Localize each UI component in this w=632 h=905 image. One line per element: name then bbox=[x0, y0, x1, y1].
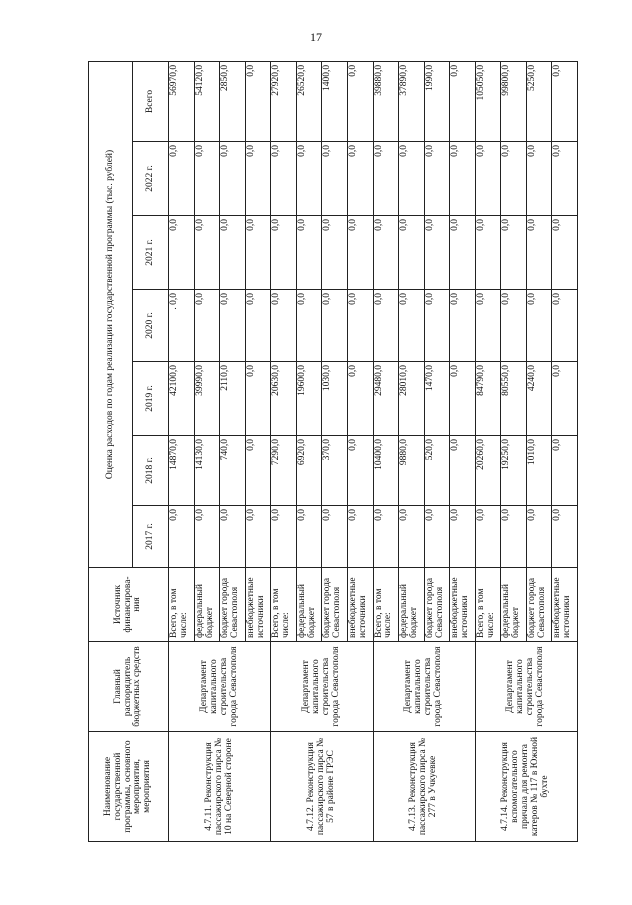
year-value: 0,0 bbox=[373, 142, 399, 216]
year-value: . 0,0 bbox=[169, 290, 195, 362]
total-value: 0,0 bbox=[347, 61, 373, 141]
table-row bbox=[373, 61, 399, 841]
total-value: 37890,0 bbox=[399, 61, 425, 141]
year-value: 14870,0 bbox=[169, 436, 195, 506]
measure-name: 4.7.11. Реконструкция пассажирского пирса № 10 на Северной стороне bbox=[169, 732, 271, 842]
year-value: 520,0 bbox=[424, 436, 450, 506]
year-value: 0,0 bbox=[526, 142, 552, 216]
year-value: 0,0 bbox=[245, 290, 271, 362]
year-value: 19600,0 bbox=[296, 362, 322, 436]
year-value: 0,0 bbox=[373, 506, 399, 568]
year-value: 4240,0 bbox=[526, 362, 552, 436]
funding-source: Всего, в том числе: bbox=[271, 568, 297, 642]
measure-name: 4.7.14. Реконструкция вспомогательного причала для ремонта катеров № 117 в Южной бухте bbox=[475, 732, 577, 842]
year-value: 0,0 bbox=[220, 506, 246, 568]
total-value: 99800,0 bbox=[501, 61, 527, 141]
year-value: 0,0 bbox=[322, 142, 348, 216]
year-value: 0,0 bbox=[220, 142, 246, 216]
year-value: 0,0 bbox=[220, 216, 246, 290]
year-value: 0,0 bbox=[245, 362, 271, 436]
year-value: 0,0 bbox=[245, 142, 271, 216]
department-name: Департамент капитального строительства города Севастополя bbox=[271, 642, 373, 732]
department-name: Департамент капитального строительства города Севастополя bbox=[475, 642, 577, 732]
year-value: 0,0 bbox=[399, 142, 425, 216]
year-value: 0,0 bbox=[347, 362, 373, 436]
header-source: Источник финансирова-ния bbox=[89, 568, 169, 642]
year-value: 0,0 bbox=[347, 142, 373, 216]
year-value: 0,0 bbox=[194, 290, 220, 362]
year-value: 0,0 bbox=[245, 506, 271, 568]
total-value: 0,0 bbox=[245, 61, 271, 141]
funding-source: Всего, в том числе: bbox=[169, 568, 195, 642]
year-value: 0,0 bbox=[424, 216, 450, 290]
header-year: 2019 г. bbox=[133, 362, 169, 436]
year-value: 0,0 bbox=[296, 290, 322, 362]
header-year: 2022 г. bbox=[133, 142, 169, 216]
header-name: Наименование государственной программы, основного мероприятия, мероприятия bbox=[89, 732, 169, 842]
year-value: 0,0 bbox=[322, 216, 348, 290]
funding-source: внебюджетные источники bbox=[347, 568, 373, 642]
total-value: 0,0 bbox=[450, 61, 476, 141]
year-value: 0,0 bbox=[424, 290, 450, 362]
year-value: 0,0 bbox=[399, 506, 425, 568]
year-value: 6920,0 bbox=[296, 436, 322, 506]
header-total: Всего bbox=[133, 61, 169, 141]
funding-source: федеральный бюджет bbox=[194, 568, 220, 642]
total-value: 5250,0 bbox=[526, 61, 552, 141]
year-value: 0,0 bbox=[347, 436, 373, 506]
year-value: 9880,0 bbox=[399, 436, 425, 506]
year-value: 10400,0 bbox=[373, 436, 399, 506]
year-value: 0,0 bbox=[526, 216, 552, 290]
table-body bbox=[169, 61, 578, 841]
year-value: 7290,0 bbox=[271, 436, 297, 506]
year-value: 0,0 bbox=[450, 506, 476, 568]
year-value: 84790,0 bbox=[475, 362, 501, 436]
year-value: 0,0 bbox=[373, 290, 399, 362]
table-header bbox=[89, 61, 169, 841]
year-value: 0,0 bbox=[501, 216, 527, 290]
year-value: 20260,0 bbox=[475, 436, 501, 506]
total-value: 26520,0 bbox=[296, 61, 322, 141]
header-estimate: Оценка расходов по годам реализации государственной программы (тыс. рублей) bbox=[89, 61, 133, 567]
year-value: 0,0 bbox=[501, 142, 527, 216]
year-value: 0,0 bbox=[450, 290, 476, 362]
year-value: 0,0 bbox=[347, 290, 373, 362]
year-value: 0,0 bbox=[399, 216, 425, 290]
page-number: 17 bbox=[310, 30, 322, 44]
year-value: 0,0 bbox=[194, 216, 220, 290]
header-year: 2017 г. bbox=[133, 506, 169, 568]
total-value: 39880,0 bbox=[373, 61, 399, 141]
funding-source: Всего, в том числе: bbox=[475, 568, 501, 642]
year-value: 0,0 bbox=[296, 506, 322, 568]
year-value: 1030,0 bbox=[322, 362, 348, 436]
year-value: 2110,0 bbox=[220, 362, 246, 436]
total-value: 105050,0 bbox=[475, 61, 501, 141]
department-name: Департамент капитального строительства города Севастополя bbox=[373, 642, 475, 732]
year-value: 0,0 bbox=[450, 436, 476, 506]
total-value: 1400,0 bbox=[322, 61, 348, 141]
total-value: 2850,0 bbox=[220, 61, 246, 141]
year-value: 29480,0 bbox=[373, 362, 399, 436]
total-value: 54120,0 bbox=[194, 61, 220, 141]
year-value: 0,0 bbox=[475, 216, 501, 290]
year-value: 0,0 bbox=[169, 506, 195, 568]
year-value: 0,0 bbox=[296, 216, 322, 290]
year-value: 0,0 bbox=[245, 216, 271, 290]
funding-source: бюджет города Севастополя bbox=[526, 568, 552, 642]
year-value: 80550,0 bbox=[501, 362, 527, 436]
year-value: 20630,0 bbox=[271, 362, 297, 436]
table-row bbox=[271, 61, 297, 841]
total-value: 27920,0 bbox=[271, 61, 297, 141]
total-value: 56970,0 bbox=[169, 61, 195, 141]
header-dept: Главный распорядитель бюджетных средств bbox=[89, 642, 169, 732]
funding-source: внебюджетные источники bbox=[450, 568, 476, 642]
header-year: 2020 г. bbox=[133, 290, 169, 362]
year-value: 0,0 bbox=[322, 290, 348, 362]
measure-name: 4.7.12. Реконструкция пассажирского пирса № 57 в районе ГРЭС bbox=[271, 732, 373, 842]
year-value: 0,0 bbox=[526, 290, 552, 362]
year-value: 0,0 bbox=[475, 290, 501, 362]
year-value: 0,0 bbox=[194, 506, 220, 568]
year-value: 0,0 bbox=[373, 216, 399, 290]
year-value: 0,0 bbox=[245, 436, 271, 506]
year-value: 0,0 bbox=[552, 436, 578, 506]
year-value: 0,0 bbox=[194, 142, 220, 216]
table-row bbox=[475, 61, 501, 841]
year-value: 19250,0 bbox=[501, 436, 527, 506]
year-value: 0,0 bbox=[220, 290, 246, 362]
header-year: 2018 г. bbox=[133, 436, 169, 506]
header-year: 2021 г. bbox=[133, 216, 169, 290]
year-value: 0,0 bbox=[450, 362, 476, 436]
measure-name: 4.7.13. Реконструкция пассажирского пирса № 277 в Учкуевке bbox=[373, 732, 475, 842]
year-value: 0,0 bbox=[501, 506, 527, 568]
year-value: 0,0 bbox=[399, 290, 425, 362]
funding-source: федеральный бюджет bbox=[399, 568, 425, 642]
year-value: 0,0 bbox=[450, 142, 476, 216]
funding-source: Всего, в том числе: bbox=[373, 568, 399, 642]
year-value: 0,0 bbox=[552, 142, 578, 216]
year-value: 0,0 bbox=[552, 290, 578, 362]
rotated-table-container bbox=[88, 62, 578, 842]
table-row bbox=[169, 61, 195, 841]
year-value: 0,0 bbox=[271, 216, 297, 290]
year-value: 39990,0 bbox=[194, 362, 220, 436]
year-value: 1010,0 bbox=[526, 436, 552, 506]
year-value: 0,0 bbox=[552, 362, 578, 436]
funding-source: бюджет города Севастополя bbox=[322, 568, 348, 642]
year-value: 14130,0 bbox=[194, 436, 220, 506]
year-value: 0,0 bbox=[271, 290, 297, 362]
year-value: 0,0 bbox=[169, 142, 195, 216]
year-value: 0,0 bbox=[169, 216, 195, 290]
year-value: 0,0 bbox=[475, 506, 501, 568]
total-value: 1990,0 bbox=[424, 61, 450, 141]
year-value: 1470,0 bbox=[424, 362, 450, 436]
year-value: 0,0 bbox=[347, 506, 373, 568]
year-value: 740,0 bbox=[220, 436, 246, 506]
department-name: Департамент капитального строительства города Севастополя bbox=[169, 642, 271, 732]
funding-source: бюджет города Севастополя bbox=[424, 568, 450, 642]
year-value: 0,0 bbox=[424, 506, 450, 568]
year-value: 0,0 bbox=[475, 142, 501, 216]
total-value: 0,0 bbox=[552, 61, 578, 141]
year-value: 0,0 bbox=[552, 506, 578, 568]
year-value: 0,0 bbox=[347, 216, 373, 290]
year-value: 0,0 bbox=[271, 506, 297, 568]
year-value: 28010,0 bbox=[399, 362, 425, 436]
funding-source: внебюджетные источники bbox=[552, 568, 578, 642]
funding-source: федеральный бюджет bbox=[296, 568, 322, 642]
funding-source: внебюджетные источники bbox=[245, 568, 271, 642]
year-value: 0,0 bbox=[450, 216, 476, 290]
year-value: 0,0 bbox=[552, 216, 578, 290]
year-value: 42100,0 bbox=[169, 362, 195, 436]
funding-source: бюджет города Севастополя bbox=[220, 568, 246, 642]
year-value: 0,0 bbox=[271, 142, 297, 216]
year-value: 0,0 bbox=[322, 506, 348, 568]
year-value: 0,0 bbox=[501, 290, 527, 362]
expenditure-table bbox=[88, 61, 578, 842]
year-value: 0,0 bbox=[526, 506, 552, 568]
year-value: 0,0 bbox=[424, 142, 450, 216]
year-value: 370,0 bbox=[322, 436, 348, 506]
year-value: 0,0 bbox=[296, 142, 322, 216]
funding-source: федеральный бюджет bbox=[501, 568, 527, 642]
